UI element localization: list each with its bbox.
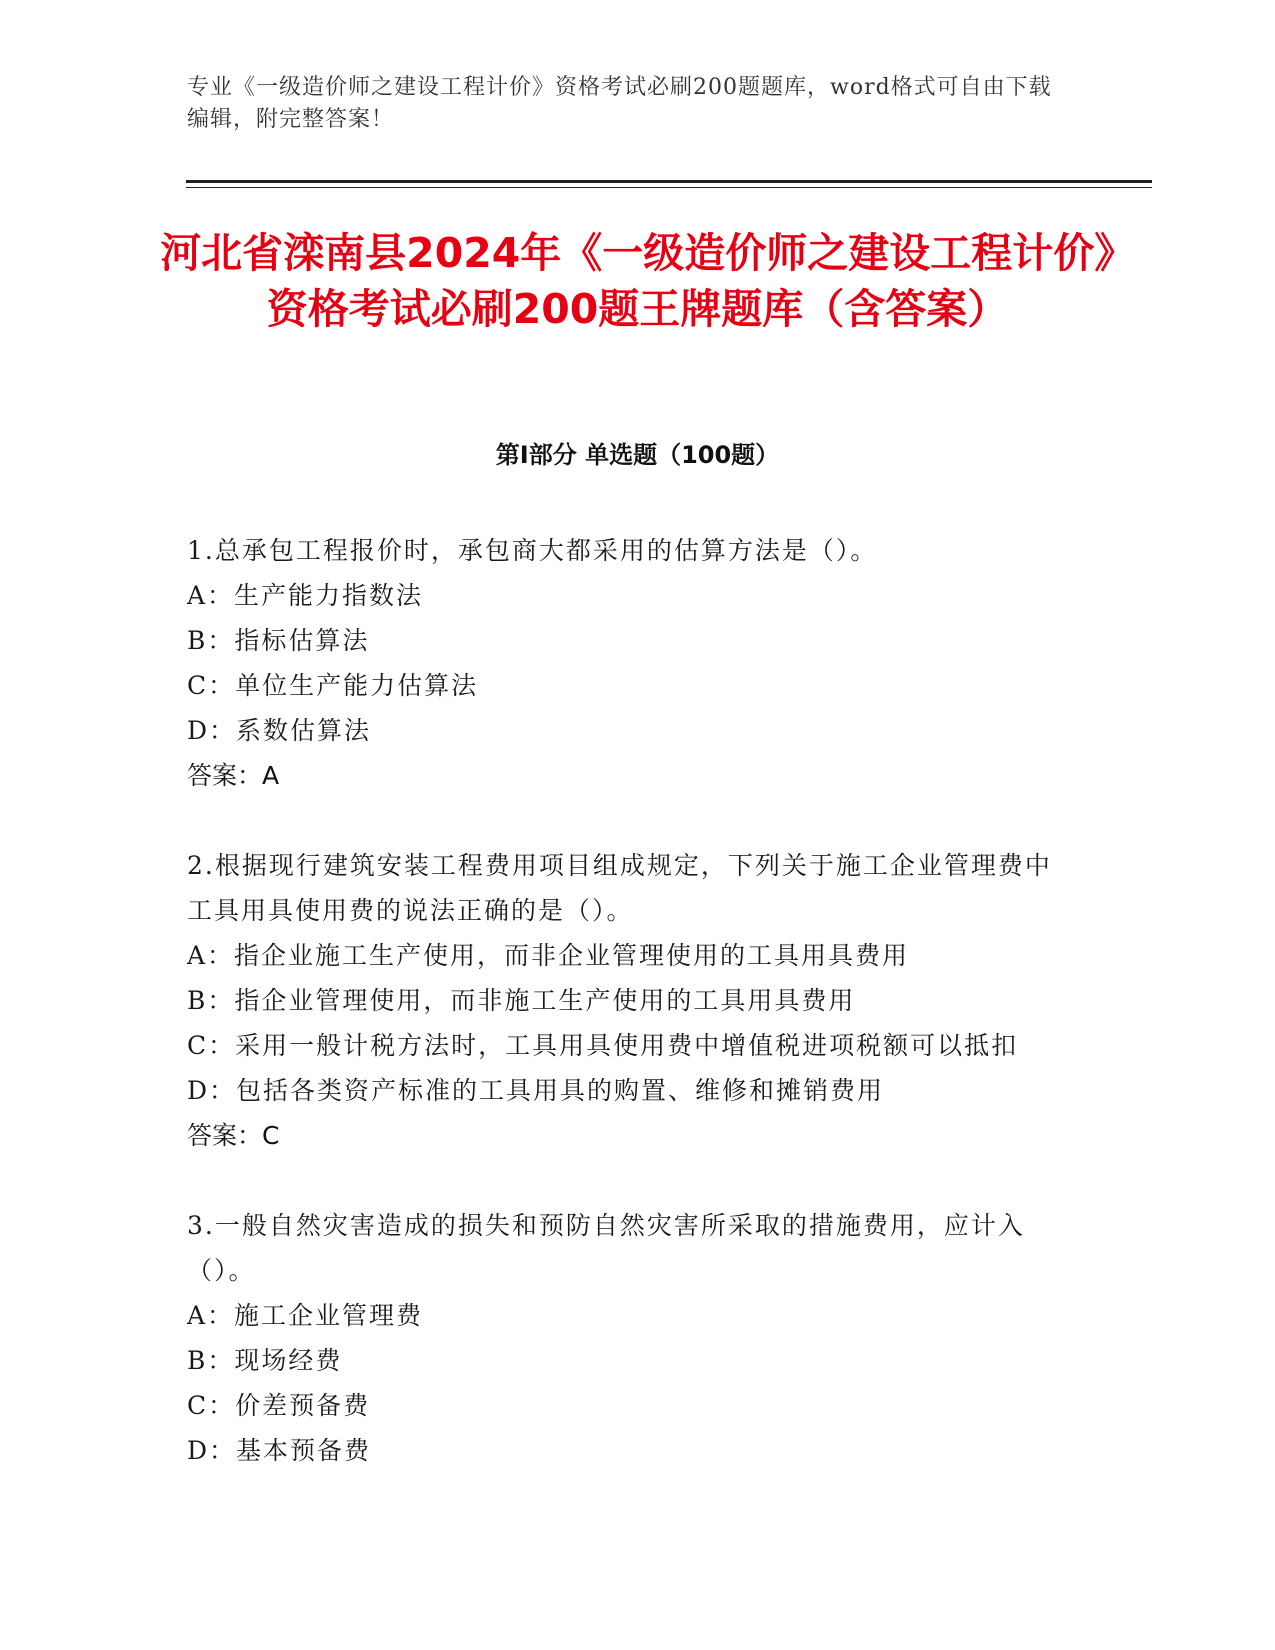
option-d: D：基本预备费 (187, 1436, 372, 1465)
header-divider-thin (186, 187, 1152, 188)
option-a: A：指企业施工生产使用，而非企业管理使用的工具用具费用 (187, 941, 910, 970)
option-c: C：价差预备费 (187, 1391, 371, 1420)
question-1 (187, 528, 1067, 798)
option-d: D：包括各类资产标准的工具用具的购置、维修和摊销费用 (187, 1076, 885, 1105)
option-a: A：生产能力指数法 (187, 581, 424, 610)
answer-label: 答案：A (187, 761, 280, 790)
question-2 (187, 843, 1067, 1158)
option-b: B：指标估算法 (187, 626, 370, 655)
question-list (187, 528, 1067, 1518)
option-a: A：施工企业管理费 (187, 1301, 424, 1330)
option-b: B：现场经费 (187, 1346, 343, 1375)
header-note: 专业《一级造价师之建设工程计价》资格考试必刷200题题库，word格式可自由下载编辑，附完整答案！ (187, 75, 1052, 132)
document-title: 河北省滦南县2024年《一级造价师之建设工程计价》资格考试必刷200题王牌题库（含答案） (160, 229, 1115, 333)
option-c: C：采用一般计税方法时，工具用具使用费中增值税进项税额可以抵扣 (187, 1031, 1019, 1060)
header-divider (186, 180, 1152, 183)
question-stem: 2.根据现行建筑安装工程费用项目组成规定，下列关于施工企业管理费中工具用具使用费的说法正确的是（）。 (187, 851, 1052, 925)
option-c: C：单位生产能力估算法 (187, 671, 479, 700)
answer-label: 答案：C (187, 1121, 280, 1150)
option-b: B：指企业管理使用，而非施工生产使用的工具用具费用 (187, 986, 856, 1015)
question-stem: 3.一般自然灾害造成的损失和预防自然灾害所采取的措施费用，应计入（）。 (187, 1211, 1025, 1285)
question-stem: 1.总承包工程报价时，承包商大都采用的估算方法是（）。 (187, 536, 878, 565)
question-3 (187, 1203, 1067, 1473)
option-d: D：系数估算法 (187, 716, 372, 745)
section-heading: 第I部分 单选题（100题） (495, 441, 780, 469)
